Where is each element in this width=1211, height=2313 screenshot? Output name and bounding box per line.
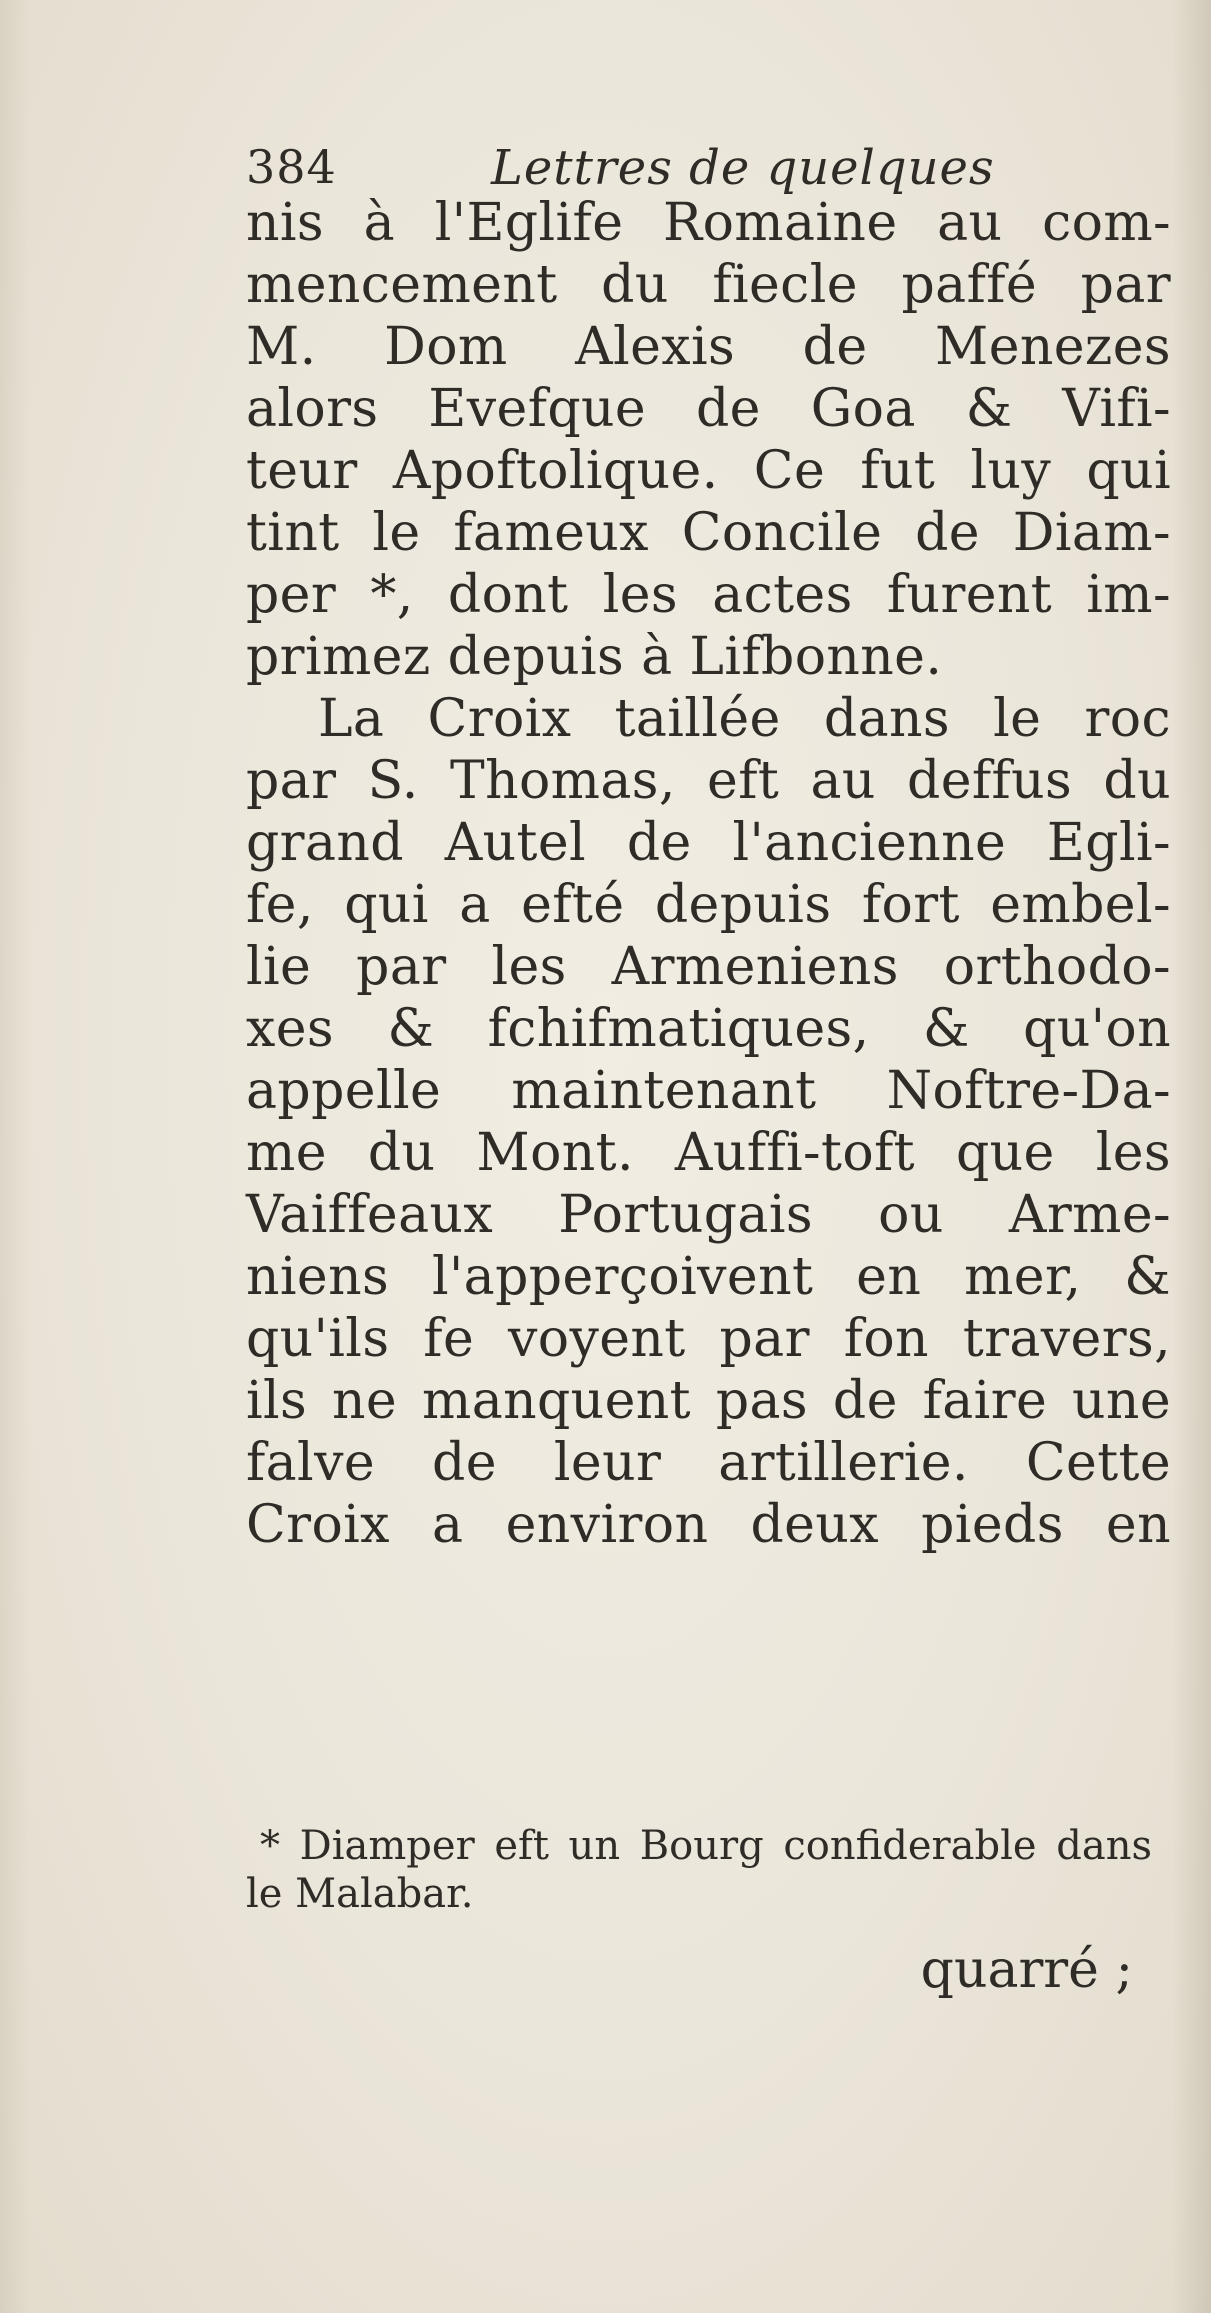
- text-line: par S. Thomas, eft au deffus du: [246, 751, 1171, 811]
- text-line: xes & fchifmatiques, & qu'on: [246, 999, 1171, 1059]
- text-line: tint le fameux Concile de Diam-: [246, 503, 1171, 563]
- text-line: M. Dom Alexis de Menezes: [246, 317, 1171, 377]
- text-line: La Croix taillée dans le roc: [318, 689, 1171, 749]
- text-line: Croix a environ deux pieds en: [246, 1495, 1171, 1555]
- footnote-line: le Malabar.: [246, 1871, 474, 1917]
- text-line: appelle maintenant Noftre-Da-: [246, 1061, 1171, 1121]
- text-line: grand Autel de l'ancienne Egli-: [246, 813, 1171, 873]
- text-line: per *, dont les actes furent im-: [246, 565, 1171, 625]
- text-line: primez depuis à Lifbonne.: [246, 627, 943, 687]
- text-line: alors Evefque de Goa & Vifi-: [246, 379, 1171, 439]
- text-line: qu'ils fe voyent par fon travers,: [246, 1309, 1171, 1369]
- text-line: fe, qui a efté depuis fort embel-: [246, 875, 1171, 935]
- text-line: nis à l'Eglife Romaine au com-: [246, 193, 1171, 253]
- text-line: falve de leur artillerie. Cette: [246, 1433, 1171, 1493]
- text-line: mencement du fiecle paffé par: [246, 255, 1171, 315]
- footnote: [246, 1822, 1152, 1918]
- running-head: [246, 140, 1146, 200]
- text-line: teur Apoftolique. Ce fut luy qui: [246, 441, 1171, 501]
- text-line: me du Mont. Auffi-toft que les: [246, 1123, 1171, 1183]
- text-line: ils ne manquent pas de faire une: [246, 1371, 1171, 1431]
- text-line: Vaiffeaux Portugais ou Arme-: [246, 1185, 1171, 1245]
- catchword: quarré ;: [920, 1940, 1133, 2000]
- running-title: Lettres de quelques: [491, 140, 995, 196]
- text-line: lie par les Armeniens orthodo-: [246, 937, 1171, 997]
- page-number: 384: [246, 140, 337, 194]
- text-line: niens l'apperçoivent en mer, &: [246, 1247, 1171, 1307]
- body-text: [246, 192, 1171, 1556]
- footnote-line: * Diamper eft un Bourg confiderable dans: [260, 1823, 1152, 1869]
